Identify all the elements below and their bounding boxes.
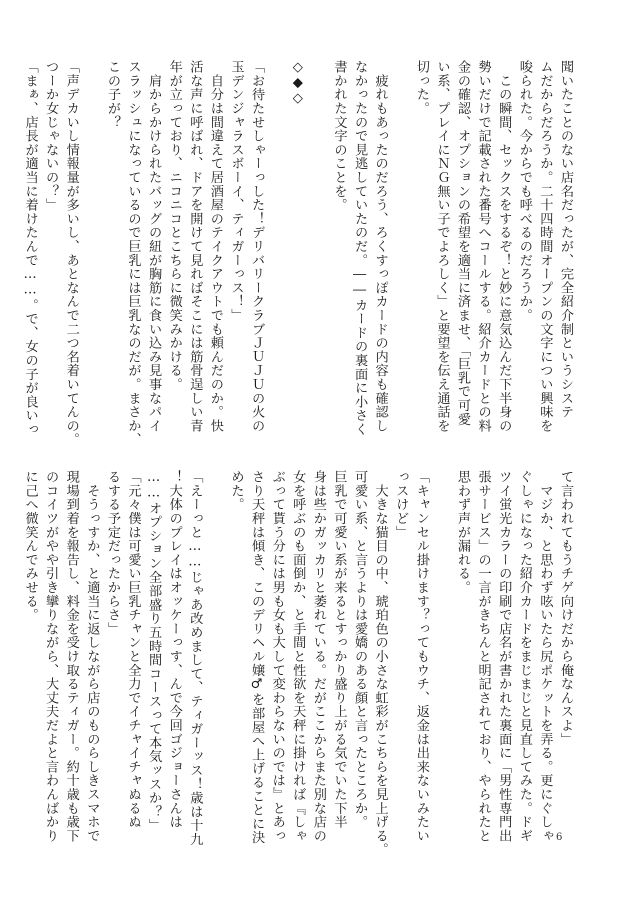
text-line: 「えーっと……じゃあ改めまして、ティガーッス！歳は十九: [187, 470, 203, 847]
text-line: 金の確認、オプションの希望を適当に済ませ、「巨乳で可愛: [455, 60, 471, 426]
text-line: さり天秤は傾き、このデリヘル嬢♂を部屋へ上げることに決: [249, 470, 265, 845]
text-line: るする予定だったからさ」: [104, 470, 120, 636]
text-line: 女を呼ぶのも面倒か、と手間と性欲を天秤に掛ければ『しゃ: [290, 470, 306, 843]
text-line: [307, 60, 328, 420]
text-line: この子が？: [104, 60, 120, 129]
text-line: 「キャンセル掛けます？ってもウチ、返金は出来ないみたい: [413, 470, 429, 843]
text-line: に己へ微笑んでみせる。: [22, 470, 38, 622]
text-line: 張サービス」の一言がきちんと明記されており、やられたと: [475, 470, 491, 843]
text-line: 唆られた。今からでも呼べるのだろうか。: [516, 60, 532, 323]
text-line: [431, 470, 452, 830]
text-line: めた。: [228, 470, 244, 512]
text-line: ◇◆◇: [290, 60, 306, 107]
text-line: 思わず声が漏れる。: [455, 470, 471, 595]
text-line: つーか女じゃないの？」: [43, 60, 59, 212]
page-number: 6: [556, 832, 563, 843]
text-line: 年が立っており、ニコニコとこちらに微笑みかける。: [166, 60, 182, 392]
text-line: ムだからだろうか。二十四時間オープンの文字につい興味を: [537, 60, 553, 433]
text-line: 聞いたことのない店名だったが、完全紹介制というシステ: [558, 60, 573, 419]
text-line: 自分は間違えて居酒屋のテイクアウトでも頼んだのか。快: [207, 60, 223, 433]
text-line: 書かれた文字のことを。: [331, 60, 347, 212]
text-block-upper: [22, 60, 575, 447]
text-line: 「お待たせしゃーっした！デリバリークラブＪＵＪＵの火の: [249, 60, 265, 433]
text-line: マジか、と思わず呟いたら尻ポケットを弄る。更にぐしゃ: [537, 470, 553, 843]
text-line: 疲れもあったのだろう、ろくすっぽカードの内容も確認し: [372, 60, 388, 433]
text-line: ツイ蛍光カラーの印刷で店名が書かれた裏面に「男性専門出: [496, 470, 512, 843]
text-line: い系、プレイにＮＧ無い子でよろしく」と要望を伝え通話を: [434, 60, 450, 433]
text-line: 切った。: [413, 60, 429, 116]
text-line: スラッシュになっているので巨乳には巨乳なのだが。まさか、: [125, 60, 141, 447]
text-line: ぐしゃになった紹介カードをまじまじと見直してみた。ドギ: [516, 470, 532, 843]
text-line: なかったので見逃していたのだ。――カードの裏面に小さく: [352, 60, 368, 437]
text-line: 「元々僕は可愛い巨乳チャンと全力でイチャイチャぬるぬ: [125, 470, 141, 829]
text-line: っスけど」: [393, 470, 409, 539]
text-line: 「声デカいし情報量が多いし、あとなんで二つ名着いてんの。: [63, 60, 79, 447]
text-line: [390, 60, 411, 420]
text-line: そうっすか、と適当に返しながら店のものらしきスマホで: [84, 470, 100, 843]
text-line: [266, 60, 287, 420]
text-line: ……オプション全部盛り五時間コースって本気ッスか？」: [146, 470, 162, 833]
text-line: 巨乳で可愛い系が来るとすっかり盛り上がる気でいた下半: [331, 470, 347, 829]
text-line: ぶって貰う分には男も女も大して変わらないのでは』とあっ: [269, 470, 285, 843]
text-line: 勢いだけで記載された番号へコールする。紹介カードとの料: [475, 60, 491, 433]
text-line: 現場到着を報告し、料金を受け取るティガー。約十歳も歳下: [63, 470, 79, 843]
text-line: て言われてもうチゲ向けだから俺なんスよ」: [558, 470, 573, 746]
text-line: 大きな猫目の中、琥珀色の小さな虹彩がこちらを見上げる。: [372, 470, 388, 857]
text-line: 活な声に呼ばれ、ドアを開けて見ればそこには筋骨逞しい青: [187, 60, 203, 433]
text-line: [204, 470, 225, 830]
text-line: [81, 60, 102, 420]
text-line: 「まぁ、店長が適当に着けたんで……。で、女の子が良いっ: [22, 60, 38, 437]
text-block-lower: [22, 470, 575, 857]
text-line: 可愛い系、と言うよりは愛嬌のある顔と言ったところか。: [352, 470, 368, 829]
text-line: 身は些かガッカリと萎れている。だがここからまた別な店の: [310, 470, 326, 843]
text-line: 玉デンジャラスボーイ、ティガーっス！」: [228, 60, 244, 323]
text-line: この瞬間、セックスをするぞ！と妙に意気込んだ下半身の: [496, 60, 512, 433]
text-line: 肩からかけられたバッグの紐が胸筋に食い込み見事なパイ: [146, 60, 162, 433]
text-line: ！大体のプレイはオッケーっす、んで今回ゴジョーさんは: [166, 470, 182, 829]
text-line: のコイツがやや引き攣りながら、大丈夫だよと言わんばかり: [43, 470, 59, 843]
